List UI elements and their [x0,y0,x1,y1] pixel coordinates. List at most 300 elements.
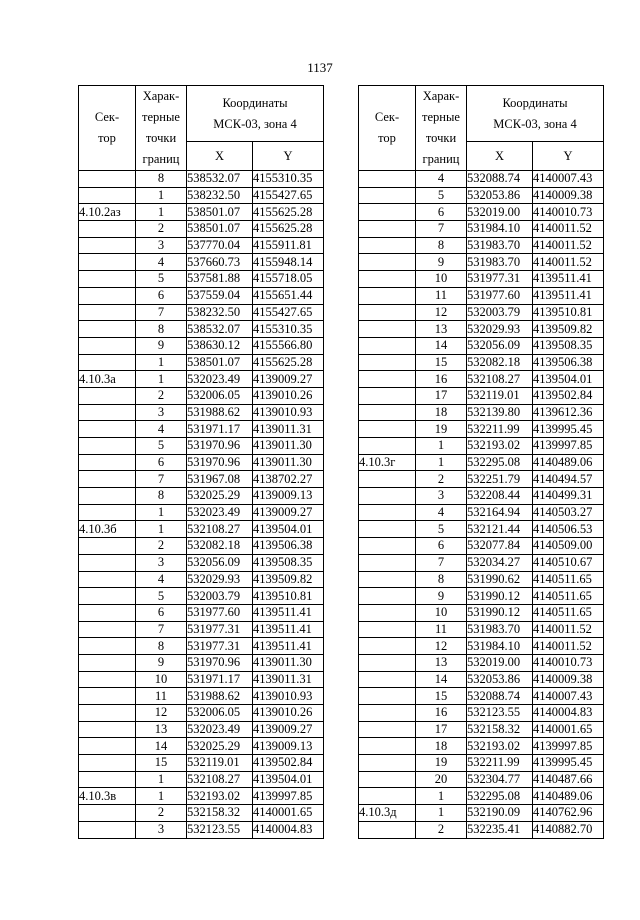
y-coordinate-cell: 4140001.65 [253,805,324,822]
y-coordinate-cell: 4155651.44 [253,287,324,304]
table-row [79,805,324,822]
table-row [79,654,324,671]
point-cell: 7 [416,221,467,238]
y-coordinate-cell: 4140487.66 [533,771,604,788]
y-coordinate-cell: 4155566.80 [253,337,324,354]
x-coordinate-cell: 538232.50 [187,187,253,204]
point-cell: 1 [136,354,187,371]
point-cell: 9 [416,588,467,605]
table-row [79,771,324,788]
table-row [359,254,604,271]
y-coordinate-cell: 4140009.38 [533,187,604,204]
y-coordinate-cell: 4139508.35 [253,554,324,571]
x-coordinate-cell: 532082.18 [467,354,533,371]
x-coordinate-cell: 537559.04 [187,287,253,304]
table-row [359,187,604,204]
y-coordinate-cell: 4155625.28 [253,204,324,221]
table-row [359,738,604,755]
point-cell: 3 [136,554,187,571]
sector-cell [359,654,416,671]
y-coordinate-cell: 4155718.05 [253,271,324,288]
sector-cell [359,788,416,805]
sector-cell [359,521,416,538]
x-coordinate-cell: 531984.10 [467,221,533,238]
sector-cell [359,488,416,505]
point-cell: 11 [136,688,187,705]
x-coordinate-cell: 538532.07 [187,171,253,188]
point-cell: 8 [136,321,187,338]
point-cell: 4 [416,504,467,521]
table-row [79,688,324,705]
x-coordinate-cell: 532056.09 [187,554,253,571]
x-coordinate-cell: 532123.55 [187,821,253,838]
table-row [359,571,604,588]
point-cell: 1 [416,438,467,455]
table-row [359,788,604,805]
table-row [79,621,324,638]
sector-cell [79,321,136,338]
sector-cell: 4.10.3г [359,454,416,471]
point-cell: 14 [416,337,467,354]
y-coordinate-cell: 4139010.26 [253,705,324,722]
sector-cell [79,571,136,588]
point-cell: 1 [136,771,187,788]
table-row [79,421,324,438]
table-row [359,354,604,371]
point-cell: 15 [416,688,467,705]
point-cell: 5 [416,521,467,538]
sector-cell [359,571,416,588]
point-cell: 5 [136,438,187,455]
sector-cell [359,221,416,238]
sector-cell [79,821,136,838]
sector-cell [359,371,416,388]
point-cell: 1 [416,788,467,805]
y-coordinate-cell: 4139504.01 [253,521,324,538]
table-row [79,788,324,805]
x-coordinate-cell: 532235.41 [467,821,533,838]
x-coordinate-cell: 532053.86 [467,187,533,204]
point-cell: 1 [136,504,187,521]
y-coordinate-cell: 4140011.52 [533,237,604,254]
table-row [359,488,604,505]
x-coordinate-cell: 532123.55 [467,705,533,722]
sector-cell [79,654,136,671]
table-row [359,688,604,705]
table-row [79,387,324,404]
point-cell: 13 [136,721,187,738]
y-coordinate-cell: 4140011.52 [533,621,604,638]
y-coordinate-cell: 4139511.41 [533,271,604,288]
point-cell: 1 [416,454,467,471]
x-coordinate-cell: 532190.09 [467,805,533,822]
point-cell: 11 [416,621,467,638]
table-row [79,705,324,722]
y-coordinate-cell: 4140509.00 [533,538,604,555]
y-coordinate-cell: 4155427.65 [253,187,324,204]
point-cell: 6 [136,604,187,621]
table-row [359,671,604,688]
table-row [79,204,324,221]
sector-cell [359,387,416,404]
y-coordinate-cell: 4140503.27 [533,504,604,521]
table-row [359,421,604,438]
point-cell: 6 [416,204,467,221]
point-cell: 11 [416,287,467,304]
x-coordinate-cell: 538630.12 [187,337,253,354]
y-coordinate-cell: 4139612.36 [533,404,604,421]
header-coords [467,86,604,142]
coordinates-table-right [358,85,604,839]
table-row [359,521,604,538]
header-sector-label: Сек- тор [94,110,120,145]
x-coordinate-cell: 532025.29 [187,488,253,505]
y-coordinate-cell: 4140882.70 [533,821,604,838]
point-cell: 15 [416,354,467,371]
point-cell: 10 [416,271,467,288]
point-cell: 8 [136,638,187,655]
sector-cell [79,771,136,788]
y-coordinate-cell: 4155625.28 [253,354,324,371]
point-cell: 4 [136,254,187,271]
y-coordinate-cell: 4140762.96 [533,805,604,822]
point-cell: 5 [416,187,467,204]
x-coordinate-cell: 538232.50 [187,304,253,321]
table-row [79,488,324,505]
x-coordinate-cell: 532023.49 [187,504,253,521]
sector-cell [79,488,136,505]
sector-cell [79,721,136,738]
header-points-label: Харак- терные точки границ [422,89,460,166]
sector-cell [359,821,416,838]
header-sector-label: Сек- тор [374,110,400,145]
table-row [79,321,324,338]
sector-cell [359,254,416,271]
y-coordinate-cell: 4140007.43 [533,171,604,188]
header-points [136,86,187,171]
x-coordinate-cell: 532121.44 [467,521,533,538]
x-coordinate-cell: 532208.44 [467,488,533,505]
point-cell: 14 [136,738,187,755]
sector-cell: 4.10.3в [79,788,136,805]
x-coordinate-cell: 538501.07 [187,204,253,221]
point-cell: 8 [416,571,467,588]
sector-cell [359,438,416,455]
sector-cell [79,705,136,722]
point-cell: 12 [416,304,467,321]
x-coordinate-cell: 532119.01 [187,755,253,772]
table-row [79,738,324,755]
sector-cell [79,421,136,438]
sector-cell [79,471,136,488]
point-cell: 6 [136,287,187,304]
point-cell: 9 [136,654,187,671]
x-coordinate-cell: 531967.08 [187,471,253,488]
x-coordinate-cell: 538501.07 [187,221,253,238]
point-cell: 1 [416,805,467,822]
y-coordinate-cell: 4140001.65 [533,721,604,738]
y-coordinate-cell: 4155310.35 [253,321,324,338]
point-cell: 1 [136,187,187,204]
x-coordinate-cell: 532158.32 [467,721,533,738]
sector-cell [359,421,416,438]
y-coordinate-cell: 4139510.81 [533,304,604,321]
y-coordinate-cell: 4139510.81 [253,588,324,605]
table-row [359,588,604,605]
table-row [359,705,604,722]
x-coordinate-cell: 531983.70 [467,237,533,254]
y-coordinate-cell: 4139011.30 [253,438,324,455]
y-coordinate-cell: 4139997.85 [533,438,604,455]
y-coordinate-cell: 4139011.30 [253,454,324,471]
point-cell: 8 [136,488,187,505]
y-coordinate-cell: 4139011.30 [253,654,324,671]
y-coordinate-cell: 4139506.38 [253,538,324,555]
point-cell: 9 [416,254,467,271]
y-coordinate-cell: 4139509.82 [253,571,324,588]
table-row [359,638,604,655]
x-coordinate-cell: 531990.12 [467,604,533,621]
point-cell: 7 [136,471,187,488]
x-coordinate-cell: 532025.29 [187,738,253,755]
point-cell: 2 [136,221,187,238]
y-coordinate-cell: 4139511.41 [253,621,324,638]
sector-cell [359,738,416,755]
sector-cell [79,738,136,755]
header-coords [187,86,324,142]
table-row [359,755,604,772]
y-coordinate-cell: 4140489.06 [533,454,604,471]
sector-cell [359,538,416,555]
table-row [79,588,324,605]
point-cell: 19 [416,755,467,772]
y-coordinate-cell: 4139511.41 [533,287,604,304]
table-row [359,621,604,638]
sector-cell [359,187,416,204]
table-row [79,554,324,571]
x-coordinate-cell: 531977.31 [467,271,533,288]
y-coordinate-cell: 4139511.41 [253,604,324,621]
y-coordinate-cell: 4140510.67 [533,554,604,571]
y-coordinate-cell: 4139009.27 [253,721,324,738]
table-row [359,805,604,822]
sector-cell [79,454,136,471]
header-y: Y [253,142,324,171]
header-y: Y [533,142,604,171]
sector-cell [79,354,136,371]
x-coordinate-cell: 532164.94 [467,504,533,521]
x-coordinate-cell: 531984.10 [467,638,533,655]
point-cell: 6 [416,538,467,555]
y-coordinate-cell: 4140494.57 [533,471,604,488]
x-coordinate-cell: 532019.00 [467,654,533,671]
point-cell: 2 [416,471,467,488]
point-cell: 15 [136,755,187,772]
x-coordinate-cell: 532211.99 [467,421,533,438]
table-row [359,171,604,188]
sector-cell [79,387,136,404]
sector-cell [79,554,136,571]
point-cell: 16 [416,705,467,722]
sector-cell: 4.10.2аз [79,204,136,221]
point-cell: 12 [416,638,467,655]
sector-cell [359,721,416,738]
point-cell: 9 [136,337,187,354]
header-x: X [187,142,253,171]
coordinates-table-left [78,85,324,839]
point-cell: 1 [136,521,187,538]
x-coordinate-cell: 531977.60 [187,604,253,621]
sector-cell [359,404,416,421]
point-cell: 13 [416,654,467,671]
sector-cell [79,805,136,822]
x-coordinate-cell: 532056.09 [467,337,533,354]
table-row [79,254,324,271]
point-cell: 18 [416,738,467,755]
x-coordinate-cell: 531971.17 [187,671,253,688]
table-row [359,654,604,671]
table-row [79,671,324,688]
x-coordinate-cell: 532029.93 [187,571,253,588]
y-coordinate-cell: 4140011.52 [533,254,604,271]
table-row [359,387,604,404]
x-coordinate-cell: 532108.27 [187,521,253,538]
x-coordinate-cell: 532088.74 [467,171,533,188]
point-cell: 10 [136,671,187,688]
point-cell: 1 [136,204,187,221]
y-coordinate-cell: 4140011.52 [533,638,604,655]
table-body-right [359,171,604,839]
table-row [359,538,604,555]
x-coordinate-cell: 531990.62 [467,571,533,588]
y-coordinate-cell: 4140511.65 [533,604,604,621]
y-coordinate-cell: 4140009.38 [533,671,604,688]
sector-cell [359,671,416,688]
y-coordinate-cell: 4139506.38 [533,354,604,371]
x-coordinate-cell: 532053.86 [467,671,533,688]
y-coordinate-cell: 4155911.81 [253,237,324,254]
sector-cell [359,588,416,605]
table-row [79,438,324,455]
table-row [359,271,604,288]
sector-cell [79,304,136,321]
x-coordinate-cell: 538532.07 [187,321,253,338]
table-row [359,721,604,738]
point-cell: 7 [136,304,187,321]
x-coordinate-cell: 532193.02 [187,788,253,805]
sector-cell [359,304,416,321]
y-coordinate-cell: 4139504.01 [253,771,324,788]
x-coordinate-cell: 531977.60 [467,287,533,304]
sector-cell: 4.10.3а [79,371,136,388]
point-cell: 19 [416,421,467,438]
sector-cell [79,237,136,254]
point-cell: 4 [136,571,187,588]
y-coordinate-cell: 4155948.14 [253,254,324,271]
x-coordinate-cell: 532295.08 [467,454,533,471]
table-row [359,304,604,321]
sector-cell: 4.10.3д [359,805,416,822]
y-coordinate-cell: 4155625.28 [253,221,324,238]
y-coordinate-cell: 4140011.52 [533,221,604,238]
sector-cell [79,254,136,271]
y-coordinate-cell: 4139508.35 [533,337,604,354]
y-coordinate-cell: 4139502.84 [253,755,324,772]
point-cell: 17 [416,387,467,404]
x-coordinate-cell: 532034.27 [467,554,533,571]
x-coordinate-cell: 532211.99 [467,755,533,772]
table-row [359,321,604,338]
point-cell: 7 [416,554,467,571]
sector-cell [79,688,136,705]
sector-cell [79,221,136,238]
point-cell: 13 [416,321,467,338]
table-row [359,204,604,221]
x-coordinate-cell: 531983.70 [467,621,533,638]
x-coordinate-cell: 532295.08 [467,788,533,805]
x-coordinate-cell: 531990.12 [467,588,533,605]
sector-cell [359,504,416,521]
x-coordinate-cell: 532077.84 [467,538,533,555]
x-coordinate-cell: 537660.73 [187,254,253,271]
table-row [359,771,604,788]
sector-cell [359,688,416,705]
y-coordinate-cell: 4140499.31 [533,488,604,505]
y-coordinate-cell: 4140506.53 [533,521,604,538]
table-row [79,221,324,238]
y-coordinate-cell: 4139009.27 [253,504,324,521]
x-coordinate-cell: 537581.88 [187,271,253,288]
sector-cell [359,287,416,304]
x-coordinate-cell: 532108.27 [467,371,533,388]
y-coordinate-cell: 4140511.65 [533,588,604,605]
table-row [79,521,324,538]
sector-cell [359,638,416,655]
y-coordinate-cell: 4155427.65 [253,304,324,321]
y-coordinate-cell: 4139511.41 [253,638,324,655]
x-coordinate-cell: 531977.31 [187,638,253,655]
y-coordinate-cell: 4139011.31 [253,671,324,688]
table-row [359,504,604,521]
sector-cell [359,755,416,772]
table-row [359,221,604,238]
x-coordinate-cell: 532029.93 [467,321,533,338]
y-coordinate-cell: 4139010.26 [253,387,324,404]
x-coordinate-cell: 532251.79 [467,471,533,488]
y-coordinate-cell: 4139009.27 [253,371,324,388]
y-coordinate-cell: 4155310.35 [253,171,324,188]
x-coordinate-cell: 532023.49 [187,371,253,388]
table-row [79,354,324,371]
sector-cell [79,337,136,354]
point-cell: 10 [416,604,467,621]
table-row [79,638,324,655]
x-coordinate-cell: 532006.05 [187,705,253,722]
table-row [79,304,324,321]
point-cell: 20 [416,771,467,788]
point-cell: 2 [136,538,187,555]
y-coordinate-cell: 4139997.85 [253,788,324,805]
table-row [79,404,324,421]
x-coordinate-cell: 532158.32 [187,805,253,822]
sector-cell [79,538,136,555]
point-cell: 8 [416,237,467,254]
x-coordinate-cell: 532082.18 [187,538,253,555]
table-row [79,755,324,772]
table-row [79,337,324,354]
table-row [359,554,604,571]
header-points-label: Харак- терные точки границ [142,89,180,166]
